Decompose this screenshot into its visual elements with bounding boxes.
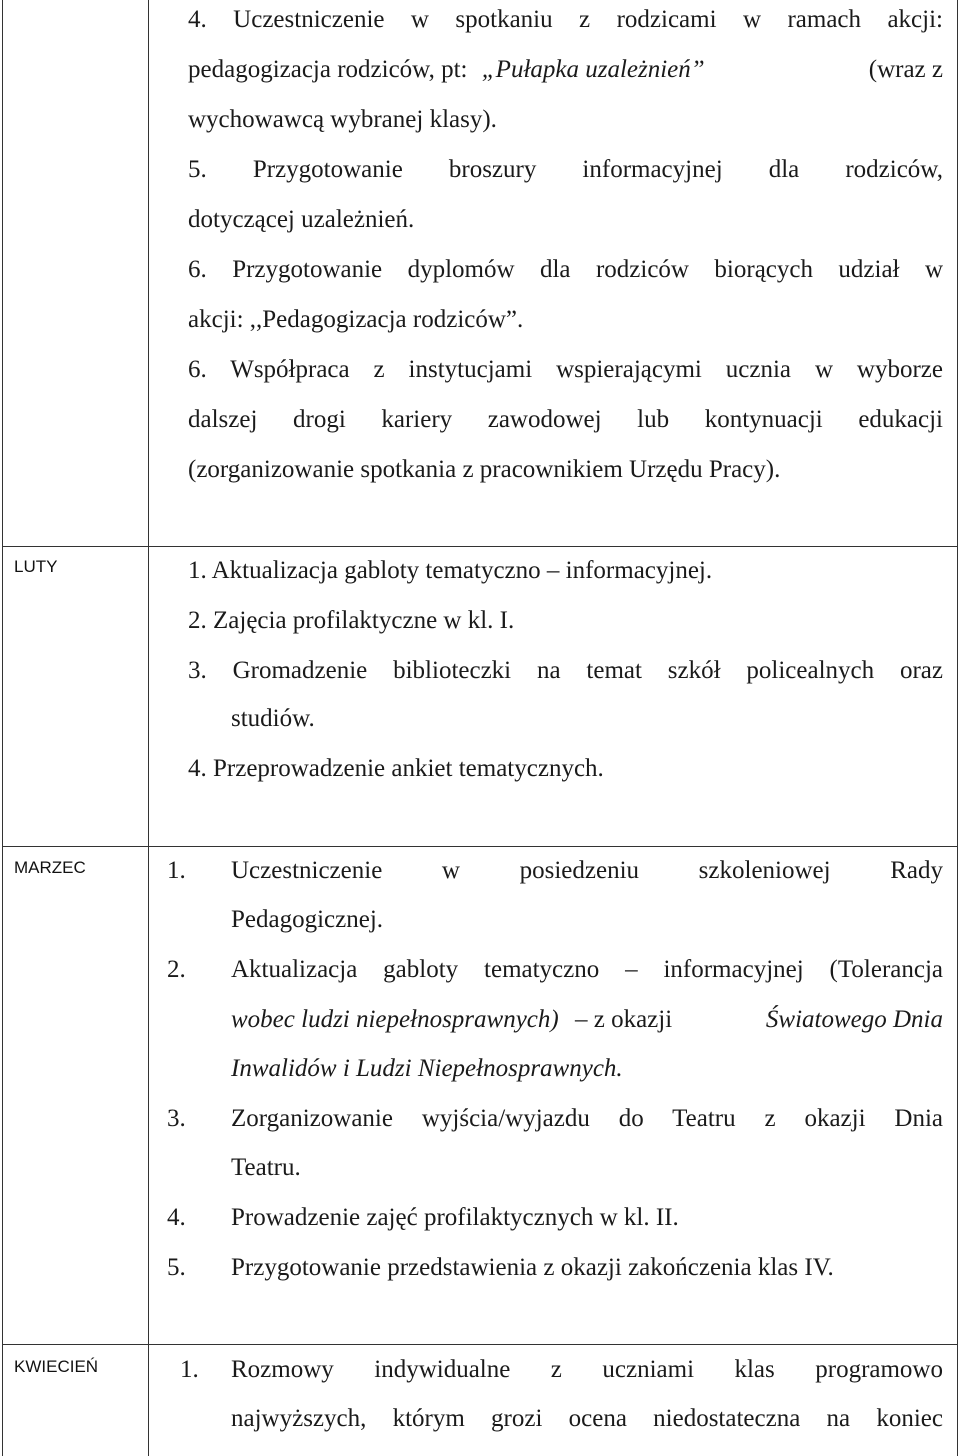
activity-line: 6. Przygotowanie dyplomów dla rodziców biorących udział w <box>188 256 943 283</box>
item-number: 1. <box>167 857 186 884</box>
table-right-border <box>957 0 958 1456</box>
activity-line: 5. Przygotowanie broszury informacyjnej dla rodziców, <box>188 156 943 183</box>
month-label-kwiecien: KWIECIEŃ <box>14 1357 99 1376</box>
activity-line: Inwalidów i Ludzi Niepełnosprawnych. <box>231 1055 623 1082</box>
activity-line: wobec ludzi niepełnosprawnych) – z okazji Światowego Dnia <box>231 1006 943 1033</box>
activity-line: pedagogizacja rodziców, pt: „Pułapka uzależnień” (wraz z <box>188 56 943 83</box>
activity-line: 4. Przeprowadzenie ankiet tematycznych. <box>188 755 604 782</box>
activity-line: Aktualizacja gabloty tematyczno – informacyjnej (Tolerancja <box>231 956 943 983</box>
activity-line: najwyższych, którym grozi ocena niedostateczna na koniec <box>231 1405 943 1432</box>
activity-line: Uczestniczenie w posiedzeniu szkoleniowej Rady <box>231 857 943 884</box>
item-number: 3. <box>167 1105 186 1132</box>
activity-line: Pedagogicznej. <box>231 906 384 933</box>
activity-line: Rozmowy indywidualne z uczniami klas programowo <box>231 1356 943 1383</box>
activity-line: 3. Gromadzenie biblioteczki na temat szkół policealnych oraz <box>188 657 943 684</box>
activity-line: 6. Współpraca z instytucjami wspierającymi ucznia w wyborze <box>188 356 943 383</box>
table-left-border <box>2 0 3 1456</box>
month-label-luty: LUTY <box>14 557 58 576</box>
activity-line: wychowawcą wybranej klasy). <box>188 106 497 133</box>
item-number: 4. <box>167 1204 186 1231</box>
activity-line: dalszej drogi kariery zawodowej lub kontynuacji edukacji <box>188 406 943 433</box>
item-number: 2. <box>167 956 186 983</box>
activity-line: 4. Uczestniczenie w spotkaniu z rodzicami w ramach akcji: <box>188 6 943 33</box>
activity-line: Prowadzenie zajęć profilaktycznych w kl. II. <box>231 1204 679 1231</box>
activity-line: Teatru. <box>231 1154 301 1181</box>
activity-line: Zorganizowanie wyjścia/wyjazdu do Teatru z okazji Dnia <box>231 1105 943 1132</box>
activity-line: 2. Zajęcia profilaktyczne w kl. I. <box>188 607 515 634</box>
activity-line: Przygotowanie przedstawienia z okazji zakończenia klas IV. <box>231 1254 834 1281</box>
activity-line: akcji: ,,Pedagogizacja rodziców”. <box>188 306 524 333</box>
activity-line: studiów. <box>231 705 315 732</box>
activity-line: (zorganizowanie spotkania z pracownikiem Urzędu Pracy). <box>188 456 781 483</box>
activity-line: 1. Aktualizacja gabloty tematyczno – informacyjnej. <box>188 557 713 584</box>
item-number: 5. <box>167 1254 186 1281</box>
item-number: 1. <box>180 1356 199 1383</box>
month-label-marzec: MARZEC <box>14 858 86 877</box>
table-column-divider <box>148 0 149 1456</box>
activity-line: dotyczącej uzależnień. <box>188 206 415 233</box>
